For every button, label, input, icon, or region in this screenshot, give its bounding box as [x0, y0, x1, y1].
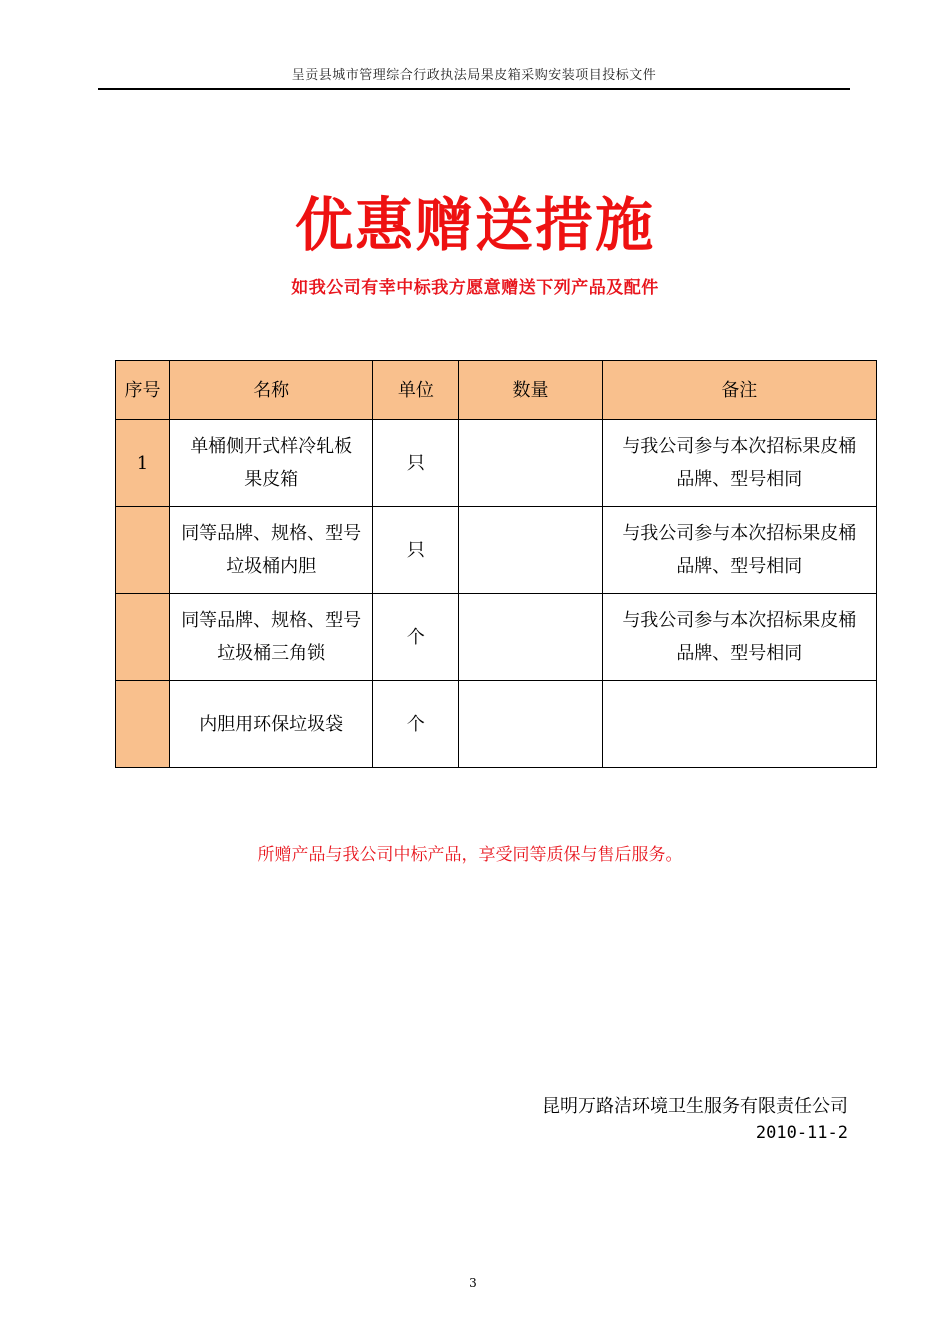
- cell-name: [170, 681, 373, 768]
- company-name: 昆明万路洁环境卫生服务有限责任公司: [542, 1096, 848, 1117]
- cell-seq: 1: [116, 420, 170, 507]
- cell-remark-line: 与我公司参与本次招标果皮桶: [622, 610, 857, 631]
- column-header-seq: 序号: [116, 361, 170, 420]
- column-header-remark: 备注: [602, 361, 876, 420]
- cell-name: [170, 507, 373, 594]
- cell-seq: [116, 681, 170, 768]
- cell-remark: [602, 594, 876, 681]
- cell-remark-line: 品牌、型号相同: [676, 643, 803, 664]
- cell-name-line: 单桶侧开式样冷轧板: [190, 436, 353, 457]
- cell-name-line: 内胆用环保垃圾袋: [199, 713, 344, 735]
- cell-unit: 个: [373, 594, 459, 681]
- cell-name: [170, 594, 373, 681]
- page-title: 优惠赠送措施: [294, 191, 655, 259]
- service-footnote: 所赠产品与我公司中标产品，享受同等质保与售后服务。: [257, 845, 683, 865]
- table-row: [116, 681, 877, 768]
- cell-remark: [602, 420, 876, 507]
- cell-remark-line: 与我公司参与本次招标果皮桶: [622, 436, 857, 457]
- running-header: 呈贡县城市管理综合行政执法局果皮箱采购安装项目投标文件: [291, 68, 657, 83]
- cell-qty: [459, 420, 602, 507]
- column-header-qty: 数量: [459, 361, 602, 420]
- cell-unit: 只: [373, 507, 459, 594]
- cell-unit: 个: [373, 681, 459, 768]
- cell-unit: 只: [373, 420, 459, 507]
- cell-qty: [459, 507, 602, 594]
- table-row: [116, 507, 877, 594]
- gift-table: [115, 360, 877, 768]
- table-row: [116, 420, 877, 507]
- cell-name-line: 垃圾桶内胆: [226, 556, 317, 577]
- signature-block: [542, 1093, 848, 1147]
- table-header-row: [116, 361, 877, 420]
- column-header-name: 名称: [170, 361, 373, 420]
- cell-seq: [116, 594, 170, 681]
- header-rule: [98, 88, 850, 90]
- cell-name-line: 垃圾桶三角锁: [217, 643, 326, 664]
- signature-date: 2010-11-2: [755, 1123, 848, 1143]
- page-number: 3: [469, 1276, 477, 1290]
- cell-qty: [459, 594, 602, 681]
- cell-remark: [602, 681, 876, 768]
- cell-remark: [602, 507, 876, 594]
- table-row: [116, 594, 877, 681]
- cell-seq: [116, 507, 170, 594]
- cell-name: [170, 420, 373, 507]
- cell-name-line: 果皮箱: [244, 469, 299, 490]
- cell-remark-line: 品牌、型号相同: [676, 469, 803, 490]
- cell-name-line: 同等品牌、规格、型号: [181, 523, 362, 544]
- cell-remark-line: 品牌、型号相同: [676, 556, 803, 577]
- cell-qty: [459, 681, 602, 768]
- column-header-unit: 单位: [373, 361, 459, 420]
- cell-remark-line: 与我公司参与本次招标果皮桶: [622, 523, 857, 544]
- cell-name-line: 同等品牌、规格、型号: [181, 610, 362, 631]
- page-subtitle: 如我公司有幸中标我方愿意赠送下列产品及配件: [291, 278, 659, 298]
